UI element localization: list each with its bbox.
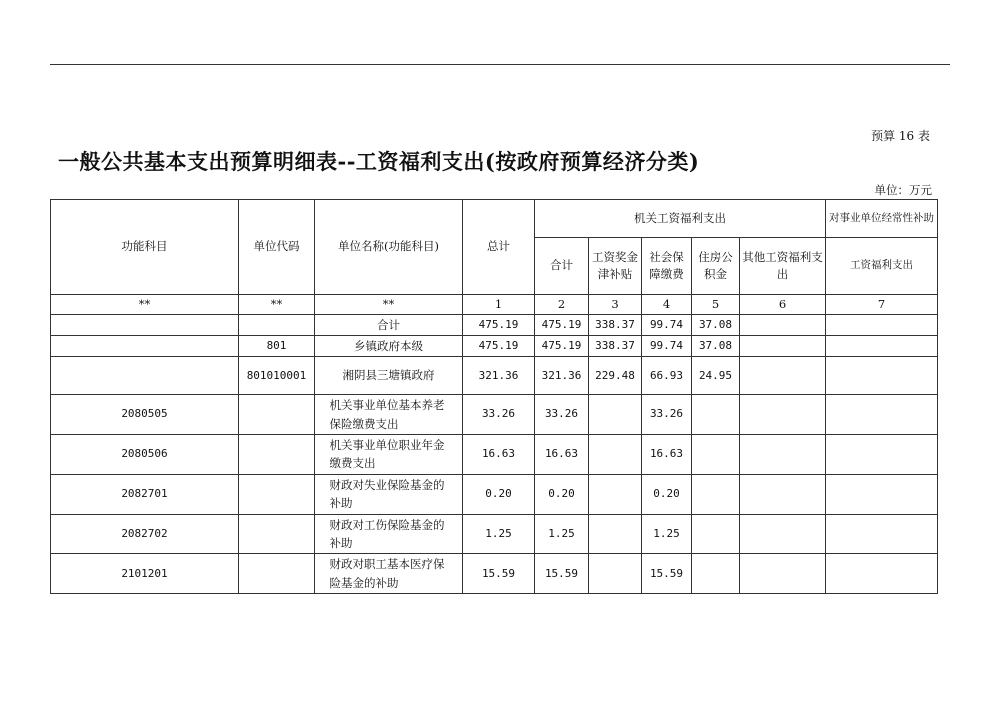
index-cell: 6 (740, 295, 826, 315)
housing-cell (692, 554, 740, 594)
other-cell (740, 357, 826, 395)
wage-cell (589, 554, 642, 594)
housing-cell (692, 395, 740, 435)
header-other: 其他工资福利支出 (740, 238, 826, 295)
other-cell (740, 514, 826, 554)
total-cell: 321.36 (463, 357, 535, 395)
wage-welfare-cell (826, 357, 938, 395)
wage-cell: 338.37 (589, 336, 642, 357)
table-row (51, 514, 938, 554)
code-cell (239, 315, 315, 336)
social-cell: 66.93 (642, 357, 692, 395)
index-row (51, 295, 938, 315)
name-text: 机关事业单位职业年金缴费支出 (329, 438, 445, 471)
name-cell: 湘阴县三塘镇政府 (315, 357, 463, 395)
name-text: 财政对工伤保险基金的补助 (329, 517, 445, 550)
index-cell: 2 (535, 295, 589, 315)
other-cell (740, 435, 826, 475)
wage-welfare-cell (826, 395, 938, 435)
index-cell: 4 (642, 295, 692, 315)
table-row (51, 474, 938, 514)
index-cell: 3 (589, 295, 642, 315)
wage-cell: 229.48 (589, 357, 642, 395)
name-cell: 合计 (315, 315, 463, 336)
header-social: 社会保障缴费 (642, 238, 692, 295)
code-cell: 801010001 (239, 357, 315, 395)
housing-cell: 37.08 (692, 336, 740, 357)
wage-cell (589, 435, 642, 475)
name-text: 财政对失业保险基金的补助 (329, 477, 445, 511)
func-cell: 2101201 (51, 554, 239, 594)
index-cell: ** (315, 295, 463, 315)
wage-cell (589, 395, 642, 435)
code-cell (239, 474, 315, 514)
header-wage: 工资奖金津补贴 (589, 238, 642, 295)
table-row (51, 336, 938, 357)
index-cell: 1 (463, 295, 535, 315)
total-cell: 1.25 (463, 514, 535, 554)
social-cell: 15.59 (642, 554, 692, 594)
housing-cell (692, 435, 740, 475)
table-row (51, 435, 938, 475)
table-row (51, 357, 938, 395)
wage-welfare-cell (826, 554, 938, 594)
table-row (51, 315, 938, 336)
total-cell: 33.26 (463, 395, 535, 435)
table-row (51, 554, 938, 594)
total-cell: 0.20 (463, 474, 535, 514)
subtotal-cell: 475.19 (535, 336, 589, 357)
top-rule (50, 64, 950, 65)
wage-welfare-cell (826, 336, 938, 357)
other-cell (740, 395, 826, 435)
func-cell: 2082701 (51, 474, 239, 514)
social-cell: 0.20 (642, 474, 692, 514)
name-cell (315, 514, 463, 554)
code-cell (239, 435, 315, 475)
index-cell: 5 (692, 295, 740, 315)
wage-cell (589, 474, 642, 514)
total-cell: 16.63 (463, 435, 535, 475)
subtotal-cell: 16.63 (535, 435, 589, 475)
social-cell: 16.63 (642, 435, 692, 475)
form-number: 预算 16 表 (871, 129, 930, 143)
social-cell: 1.25 (642, 514, 692, 554)
other-cell (740, 474, 826, 514)
subtotal-cell: 321.36 (535, 357, 589, 395)
func-cell (51, 357, 239, 395)
social-cell: 33.26 (642, 395, 692, 435)
header-total: 总计 (463, 200, 535, 295)
code-cell: 801 (239, 336, 315, 357)
wage-cell (589, 514, 642, 554)
index-cell: ** (51, 295, 239, 315)
social-cell: 99.74 (642, 315, 692, 336)
func-cell: 2080505 (51, 395, 239, 435)
total-cell: 475.19 (463, 336, 535, 357)
budget-table (50, 199, 938, 594)
header-unit-name: 单位名称(功能科目) (315, 200, 463, 295)
code-cell (239, 554, 315, 594)
wage-welfare-cell (826, 435, 938, 475)
total-cell: 15.59 (463, 554, 535, 594)
name-text: 机关事业单位基本养老保险缴费支出 (329, 398, 445, 431)
housing-cell (692, 474, 740, 514)
name-cell (315, 474, 463, 514)
header-unit-code: 单位代码 (239, 200, 315, 295)
wage-welfare-cell (826, 474, 938, 514)
header-agency-group: 机关工资福利支出 (535, 200, 826, 238)
subtotal-cell: 475.19 (535, 315, 589, 336)
code-cell (239, 395, 315, 435)
func-cell: 2080506 (51, 435, 239, 475)
index-cell: 7 (826, 295, 938, 315)
other-cell (740, 336, 826, 357)
name-cell (315, 435, 463, 475)
func-cell (51, 315, 239, 336)
wage-welfare-cell (826, 315, 938, 336)
subtotal-cell: 1.25 (535, 514, 589, 554)
name-cell (315, 554, 463, 594)
subtotal-cell: 33.26 (535, 395, 589, 435)
name-text: 财政对职工基本医疗保险基金的补助 (329, 557, 445, 590)
func-cell (51, 336, 239, 357)
other-cell (740, 315, 826, 336)
page-title: 一般公共基本支出预算明细表--工资福利支出(按政府预算经济分类) (58, 149, 700, 174)
header-subsidy-group: 对事业单位经常性补助 (826, 200, 938, 238)
wage-welfare-cell (826, 514, 938, 554)
social-cell: 99.74 (642, 336, 692, 357)
housing-cell: 24.95 (692, 357, 740, 395)
housing-cell: 37.08 (692, 315, 740, 336)
func-cell: 2082702 (51, 514, 239, 554)
wage-cell: 338.37 (589, 315, 642, 336)
header-subtotal: 合计 (535, 238, 589, 295)
header-wage-welfare: 工资福利支出 (826, 238, 938, 295)
name-cell: 乡镇政府本级 (315, 336, 463, 357)
other-cell (740, 554, 826, 594)
header-func-subject: 功能科目 (51, 200, 239, 295)
header-housing: 住房公积金 (692, 238, 740, 295)
name-cell (315, 395, 463, 435)
housing-cell (692, 514, 740, 554)
index-cell: ** (239, 295, 315, 315)
code-cell (239, 514, 315, 554)
subtotal-cell: 15.59 (535, 554, 589, 594)
table-row (51, 395, 938, 435)
subtotal-cell: 0.20 (535, 474, 589, 514)
unit-label: 单位：万元 (874, 183, 932, 197)
total-cell: 475.19 (463, 315, 535, 336)
